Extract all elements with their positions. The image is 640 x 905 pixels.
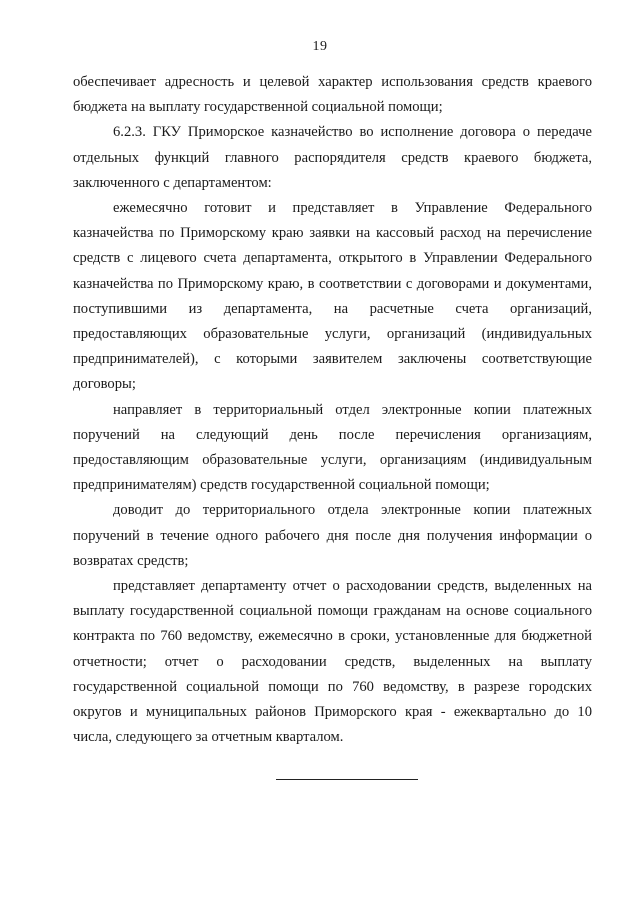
paragraph-monthly-requests: ежемесячно готовит и представляет в Управление Федерального казначейства по Приморскому краю заявки на кассовый расход на перечисление средств с лицевого счета департамента, открытого в Управлении Федерального казначейства по Приморскому краю, в соответствии с договорами и документами, поступившими из департамента, на расчетные счета организаций, предоставляющих образовательные услуги, организаций (индивидуальных предпринимателей), с которыми заявителем заключены соответствующие договоры; (73, 200, 592, 393)
paragraph-clause-6-2-3: 6.2.3. ГКУ Приморское казначейство во исполнение договора о передаче отдельных функций главного распорядителя средств краевого бюджета, заключенного с департаментом: (73, 124, 592, 191)
paragraph-continuation: обеспечивает адресность и целевой характер использования средств краевого бюджета на выплату государственной социальной помощи; (73, 74, 592, 116)
paragraph-expense-report: представляет департаменту отчет о расходовании средств, выделенных на выплату государственной социальной помощи гражданам на основе социального контракта по 760 ведомству, ежемесячно в сроки, установленные для бюджетной отчетности; отчет о расходовании средств, выделенных на выплату государственной социальной помощи по 760 ведомству, в разрезе городских округов и муниципальных районов Приморского края - ежеквартально до 10 числа, следующего за отчетным кварталом. (73, 578, 592, 746)
end-of-section-divider (276, 779, 418, 780)
page-number: 19 (312, 39, 328, 54)
paragraph-refund-copies: доводит до территориального отдела электронные копии платежных поручений в течение одного рабочего дня после дня получения информации о возвратах средств; (73, 502, 592, 569)
document-body (73, 70, 592, 750)
paragraph-send-copies: направляет в территориальный отдел электронные копии платежных поручений на следующий день после перечисления организациям, предоставляющим образовательные услуги, организациям (индивидуальным предпринимателям) средств государственной социальной помощи; (73, 401, 592, 494)
